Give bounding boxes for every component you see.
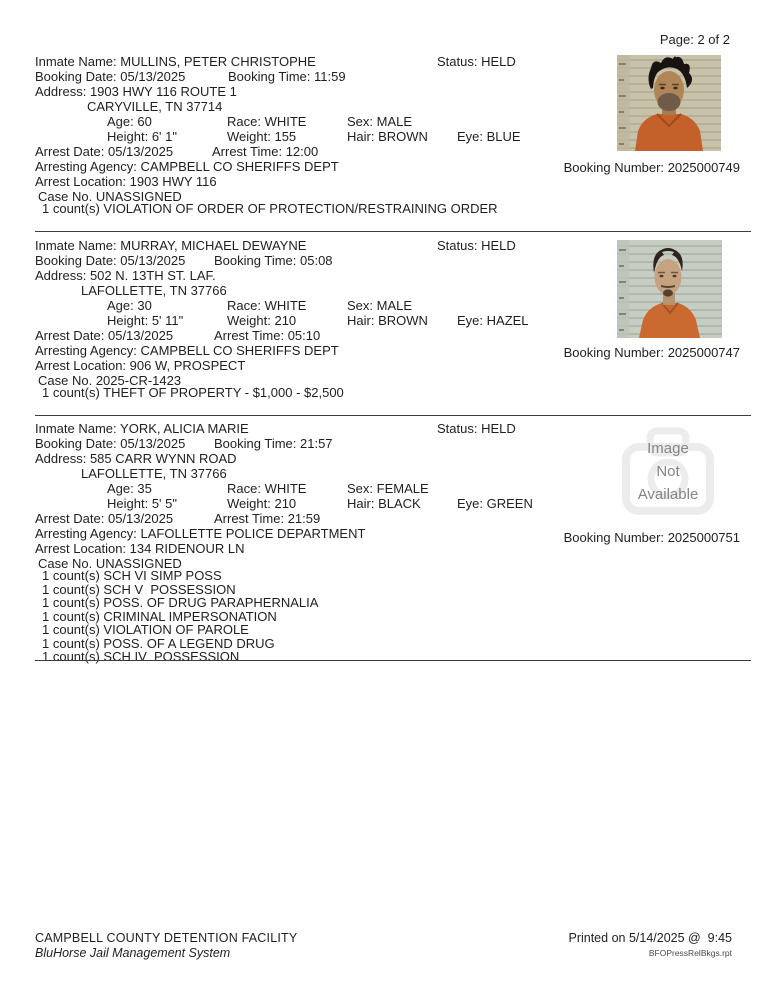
booking-date-label: Booking Date:	[35, 436, 117, 451]
booking-time-value: 05:08	[300, 253, 333, 268]
arresting-agency-label: Arresting Agency:	[35, 526, 137, 541]
race-value: WHITE	[264, 114, 307, 129]
arresting-agency-field	[35, 159, 339, 174]
arrest-time-value: 21:59	[287, 511, 321, 526]
booking-number-value: 2025000747	[667, 345, 740, 360]
footer-system-name: BluHorse Jail Management System	[35, 946, 231, 960]
weight-value: 210	[274, 313, 297, 328]
hair-label: Hair:	[347, 496, 375, 511]
case-no-label: Case No.	[38, 189, 93, 204]
eye-field	[457, 129, 521, 144]
status-value: HELD	[481, 54, 516, 69]
weight-label: Weight:	[227, 313, 271, 328]
arresting-agency-value: LAFOLLETTE POLICE DEPARTMENT	[140, 526, 366, 541]
height-value: 5' 11"	[151, 313, 184, 328]
eye-field	[457, 496, 533, 511]
height-value: 5' 5"	[151, 496, 177, 511]
arresting-agency-value: CAMPBELL CO SHERIFFS DEPT	[140, 159, 339, 174]
booking-date-field	[35, 436, 185, 451]
case-no-label: Case No.	[38, 373, 93, 388]
eye-value: BLUE	[486, 129, 521, 144]
eye-field	[457, 313, 529, 328]
arrest-date-field	[35, 511, 173, 526]
address-line1-value: 1903 HWY 116 ROUTE 1	[89, 84, 237, 99]
inmate-name-value: MULLINS, PETER CHRISTOPHE	[120, 54, 316, 69]
address-label: Address:	[35, 268, 87, 283]
address-field	[35, 451, 237, 466]
inmate-name-field	[35, 421, 249, 436]
booking-time-value: 21:57	[300, 436, 333, 451]
arrest-date-field	[35, 328, 173, 343]
weight-field	[227, 313, 296, 328]
arrest-time-value: 05:10	[287, 328, 321, 343]
hair-label: Hair:	[347, 313, 375, 328]
charge-line: 1 count(s) VIOLATION OF PAROLE	[42, 622, 249, 637]
case-no-value: UNASSIGNED	[95, 189, 182, 204]
age-field	[107, 114, 152, 129]
address-field	[35, 84, 237, 99]
arresting-agency-value: CAMPBELL CO SHERIFFS DEPT	[140, 343, 339, 358]
arrest-date-value: 05/13/2025	[107, 511, 174, 526]
sex-field	[347, 114, 412, 129]
arresting-agency-field	[35, 343, 339, 358]
booking-time-value: 11:59	[314, 69, 346, 84]
address-line2-value: LAFOLLETTE, TN 37766	[81, 283, 227, 298]
weight-label: Weight:	[227, 496, 271, 511]
eye-value: HAZEL	[486, 313, 529, 328]
arrest-location-field	[35, 358, 245, 373]
height-label: Height:	[107, 129, 149, 144]
booking-date-label: Booking Date:	[35, 69, 117, 84]
charge-line: 1 count(s) POSS. OF A LEGEND DRUG	[42, 635, 275, 651]
hair-value: BROWN	[378, 129, 428, 144]
sex-label: Sex:	[347, 481, 374, 496]
case-no-value: 2025-CR-1423	[95, 373, 182, 388]
arrest-location-field	[35, 174, 217, 189]
booking-date-value: 05/13/2025	[120, 253, 186, 268]
height-label: Height:	[107, 496, 149, 511]
status-field	[437, 421, 516, 436]
booking-number-value: 2025000751	[667, 530, 740, 545]
height-field	[107, 496, 177, 511]
eye-label: Eye:	[457, 129, 484, 144]
race-field	[227, 298, 306, 313]
booking-number-value: 2025000749	[667, 160, 740, 175]
charge-line: 1 count(s) SCH VI SIMP POSS	[42, 568, 222, 583]
record-separator	[35, 415, 751, 416]
case-no-value: UNASSIGNED	[95, 556, 182, 571]
arrest-time-label: Arrest Time:	[214, 511, 285, 526]
sex-value: MALE	[376, 114, 413, 129]
inmate-name-value: MURRAY, MICHAEL DEWAYNE	[120, 238, 307, 253]
eye-value: GREEN	[486, 496, 533, 511]
age-field	[107, 481, 152, 496]
hair-value: BROWN	[378, 313, 428, 328]
race-label: Race:	[227, 481, 261, 496]
race-label: Race:	[227, 114, 261, 129]
booking-number-label: Booking Number:	[563, 345, 665, 360]
arrest-date-label: Arrest Date:	[35, 511, 105, 526]
arrest-time-label: Arrest Time:	[212, 144, 283, 159]
age-value: 60	[137, 114, 152, 129]
image-not-available-placeholder	[616, 425, 720, 521]
mugshot-photo	[617, 55, 721, 151]
booking-number-field	[564, 345, 740, 360]
booking-time-label: Booking Time:	[214, 253, 297, 268]
age-value: 35	[137, 481, 152, 496]
inmate-name-value: YORK, ALICIA MARIE	[120, 421, 249, 436]
arrest-time-field	[214, 511, 320, 526]
hair-field	[347, 129, 428, 144]
status-field	[437, 238, 516, 253]
inmate-name-label: Inmate Name:	[35, 238, 117, 253]
booking-number-label: Booking Number:	[563, 530, 665, 545]
booking-time-label: Booking Time:	[214, 436, 297, 451]
race-value: WHITE	[264, 298, 307, 313]
race-value: WHITE	[264, 481, 307, 496]
race-label: Race:	[227, 298, 261, 313]
charge-line: 1 count(s) CRIMINAL IMPERSONATION	[42, 608, 277, 624]
arrest-location-label: Arrest Location:	[35, 358, 127, 373]
arrest-location-value: 1903 HWY 116	[129, 174, 217, 189]
mugshot-photo	[617, 240, 722, 338]
arrest-time-field	[214, 328, 320, 343]
age-value: 30	[137, 298, 152, 313]
arrest-date-field	[35, 144, 173, 159]
status-value: HELD	[481, 238, 516, 253]
status-label: Status:	[437, 421, 478, 436]
weight-field	[227, 496, 296, 511]
charge-line: 1 count(s) VIOLATION OF ORDER OF PROTECTION/RESTRAINING ORDER	[42, 201, 498, 216]
booking-number-label: Booking Number:	[563, 160, 665, 175]
booking-time-field	[228, 69, 346, 84]
address-line2-value: LAFOLLETTE, TN 37766	[81, 466, 227, 481]
inmate-record	[0, 238, 768, 416]
address-label: Address:	[35, 84, 87, 99]
address-line2-value: CARYVILLE, TN 37714	[87, 99, 223, 114]
charge-line: 1 count(s) THEFT OF PROPERTY - $1,000 - $2,500	[42, 385, 344, 400]
weight-field	[227, 129, 296, 144]
arrest-location-value: 134 RIDENOUR LN	[129, 541, 245, 556]
booking-number-field	[564, 530, 740, 545]
weight-label: Weight:	[227, 129, 271, 144]
booking-date-value: 05/13/2025	[120, 69, 186, 84]
arrest-time-value: 12:00	[285, 144, 319, 159]
age-label: Age:	[107, 114, 134, 129]
arresting-agency-field	[35, 526, 365, 541]
booking-time-field	[214, 436, 333, 451]
sex-field	[347, 481, 429, 496]
address-line1-value: 585 CARR WYNN ROAD	[89, 451, 237, 466]
inmate-name-field	[35, 238, 306, 253]
arrest-date-value: 05/13/2025	[107, 328, 174, 343]
charge-line: 1 count(s) SCH IV POSSESSION	[42, 649, 240, 664]
hair-label: Hair:	[347, 129, 375, 144]
sex-value: MALE	[376, 298, 413, 313]
age-field	[107, 298, 152, 313]
booking-time-label: Booking Time:	[228, 69, 311, 84]
booking-date-field	[35, 253, 185, 268]
height-field	[107, 313, 183, 328]
age-label: Age:	[107, 298, 134, 313]
footer-printed-timestamp: Printed on 5/14/2025 @ 9:45	[568, 931, 732, 945]
arresting-agency-label: Arresting Agency:	[35, 159, 137, 174]
image-not-available-line: Image	[647, 440, 689, 457]
height-value: 6' 1"	[151, 129, 177, 144]
hair-field	[347, 313, 428, 328]
status-label: Status:	[437, 238, 478, 253]
status-label: Status:	[437, 54, 478, 69]
address-field	[35, 268, 216, 283]
sex-label: Sex:	[347, 298, 374, 313]
case-no-label: Case No.	[38, 556, 93, 571]
arrest-time-field	[212, 144, 318, 159]
arrest-location-value: 906 W, PROSPECT	[129, 358, 246, 373]
age-label: Age:	[107, 481, 134, 496]
record-separator	[35, 660, 751, 661]
arrest-location-field	[35, 541, 245, 556]
record-separator	[35, 231, 751, 232]
charge-line: 1 count(s) POSS. OF DRUG PARAPHERNALIA	[42, 595, 319, 610]
footer-facility-name: CAMPBELL COUNTY DETENTION FACILITY	[35, 931, 298, 945]
eye-label: Eye:	[457, 496, 484, 511]
sex-field	[347, 298, 412, 313]
arresting-agency-label: Arresting Agency:	[35, 343, 137, 358]
charge-line: 1 count(s) SCH V POSSESSION	[42, 581, 236, 597]
image-not-available-line: Not	[656, 463, 680, 480]
eye-label: Eye:	[457, 313, 484, 328]
address-label: Address:	[35, 451, 87, 466]
arrest-time-label: Arrest Time:	[214, 328, 285, 343]
race-field	[227, 114, 306, 129]
sex-value: FEMALE	[376, 481, 429, 496]
hair-field	[347, 496, 421, 511]
inmate-name-field	[35, 54, 316, 69]
arrest-date-label: Arrest Date:	[35, 328, 105, 343]
image-not-available-line: Available	[637, 486, 699, 503]
height-label: Height:	[107, 313, 149, 328]
booking-number-field	[564, 160, 740, 175]
page-number: Page: 2 of 2	[659, 32, 730, 47]
footer-report-filename: BFOPressRelBkgs.rpt	[648, 948, 732, 958]
inmate-record	[0, 54, 768, 232]
inmate-name-label: Inmate Name:	[35, 421, 117, 436]
height-field	[107, 129, 177, 144]
inmate-name-label: Inmate Name:	[35, 54, 117, 69]
weight-value: 210	[274, 496, 297, 511]
weight-value: 155	[274, 129, 297, 144]
hair-value: BLACK	[378, 496, 421, 511]
booking-time-field	[214, 253, 333, 268]
inmate-record	[0, 421, 768, 664]
arrest-date-value: 05/13/2025	[107, 144, 174, 159]
race-field	[227, 481, 306, 496]
arrest-location-label: Arrest Location:	[35, 174, 127, 189]
booking-date-value: 05/13/2025	[120, 436, 186, 451]
arrest-date-label: Arrest Date:	[35, 144, 105, 159]
arrest-location-label: Arrest Location:	[35, 541, 127, 556]
status-value: HELD	[481, 421, 516, 436]
sex-label: Sex:	[347, 114, 374, 129]
status-field	[437, 54, 516, 69]
booking-date-label: Booking Date:	[35, 253, 117, 268]
address-line1-value: 502 N. 13TH ST. LAF.	[89, 268, 216, 283]
booking-date-field	[35, 69, 185, 84]
